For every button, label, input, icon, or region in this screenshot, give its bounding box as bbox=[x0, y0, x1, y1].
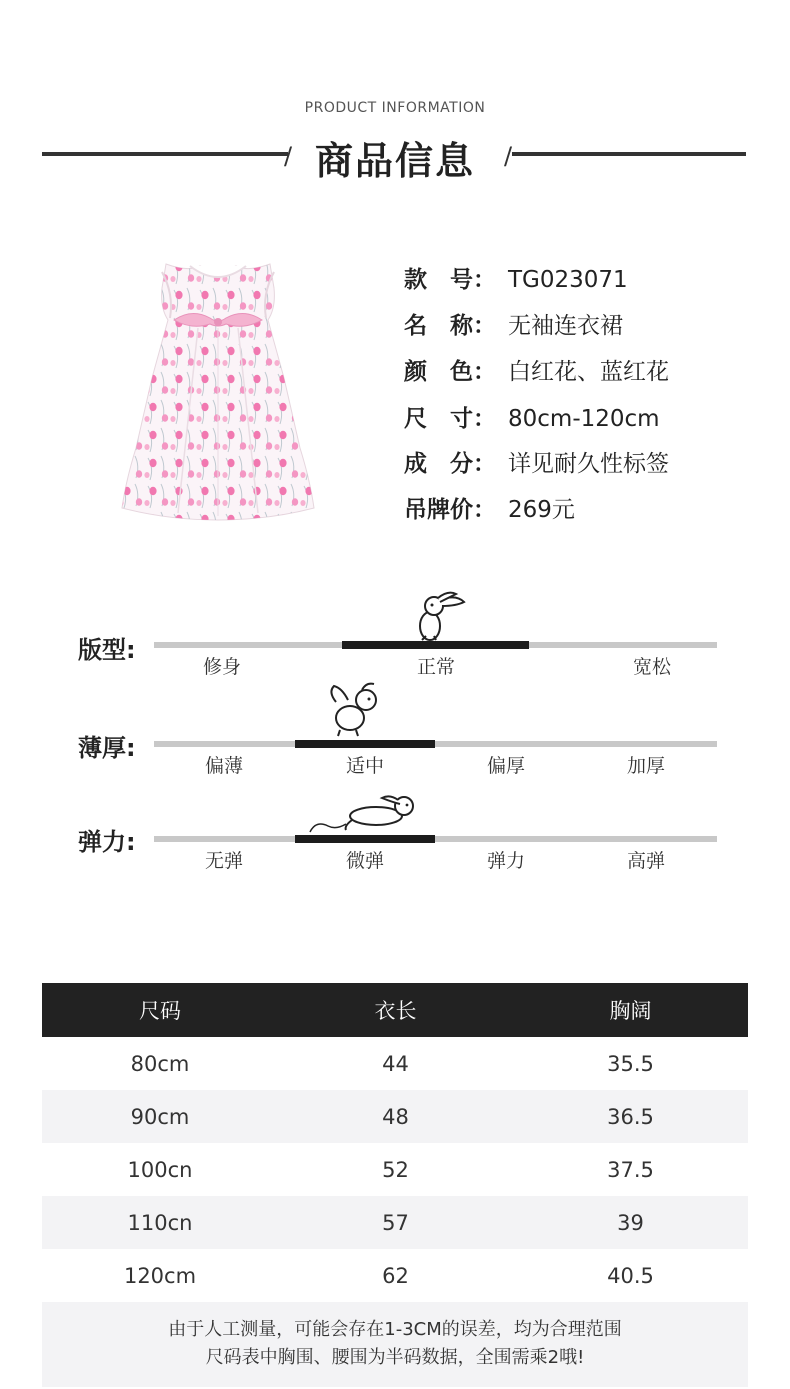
header-slash-right: / bbox=[504, 142, 513, 170]
info-value: 白红花、蓝红花 bbox=[508, 359, 669, 385]
table-cell: 62 bbox=[382, 1263, 409, 1288]
table-cell: 90cm bbox=[130, 1104, 190, 1129]
thickness-track bbox=[154, 741, 717, 747]
fit-option-slim: 修身 bbox=[202, 656, 241, 678]
rabbit-icon bbox=[306, 792, 422, 840]
product-image bbox=[118, 258, 318, 526]
fit-label: 版型: bbox=[78, 636, 136, 664]
info-tag-price bbox=[404, 490, 575, 530]
rabbit-icon bbox=[326, 680, 386, 742]
info-value: TG023071 bbox=[508, 267, 628, 293]
elasticity-track bbox=[154, 836, 717, 842]
table-cell: 52 bbox=[382, 1157, 409, 1182]
table-row bbox=[42, 1143, 748, 1196]
thickness-option-medium: 适中 bbox=[345, 755, 384, 777]
table-cell: 39 bbox=[617, 1210, 644, 1235]
info-color bbox=[404, 352, 669, 392]
info-key: 吊牌价： bbox=[404, 497, 496, 523]
table-row bbox=[42, 1090, 748, 1143]
table-cell: 35.5 bbox=[607, 1051, 654, 1076]
table-cell: 44 bbox=[382, 1051, 409, 1076]
header-cell: 尺码 bbox=[139, 999, 181, 1023]
info-key: 成 分： bbox=[404, 451, 496, 477]
info-key: 颜 色： bbox=[404, 359, 496, 385]
elasticity-option-high: 高弹 bbox=[626, 850, 665, 872]
elasticity-option-elastic: 弹力 bbox=[486, 850, 525, 872]
table-row bbox=[42, 1037, 748, 1090]
table-cell: 37.5 bbox=[607, 1157, 654, 1182]
table-cell: 48 bbox=[382, 1104, 409, 1129]
table-cell: 100cn bbox=[127, 1157, 193, 1182]
info-key: 尺 寸： bbox=[404, 406, 496, 432]
info-name bbox=[404, 306, 623, 346]
table-cell: 110cn bbox=[127, 1210, 193, 1235]
rabbit-icon bbox=[412, 590, 468, 648]
measurement-note bbox=[42, 1302, 748, 1387]
table-cell: 80cm bbox=[130, 1051, 190, 1076]
size-table bbox=[42, 983, 748, 1387]
note-line: 由于人工测量，可能会存在1-3CM的误差，均为合理范围 bbox=[168, 1319, 622, 1340]
thickness-option-thick: 偏厚 bbox=[486, 755, 525, 777]
table-cell: 40.5 bbox=[607, 1263, 654, 1288]
note-line: 尺码表中胸围、腰围为半码数据，全围需乘2哦! bbox=[205, 1347, 585, 1368]
fit-option-loose: 宽松 bbox=[632, 656, 671, 678]
info-value: 详见耐久性标签 bbox=[508, 451, 669, 477]
info-value: 269元 bbox=[508, 497, 575, 523]
elasticity-option-slight: 微弹 bbox=[345, 850, 384, 872]
info-value: 无袖连衣裙 bbox=[508, 313, 623, 339]
thickness-option-extra-thick: 加厚 bbox=[626, 755, 665, 777]
info-size bbox=[404, 399, 660, 439]
table-row bbox=[42, 1249, 748, 1302]
info-composition bbox=[404, 444, 669, 484]
elasticity-label: 弹力: bbox=[78, 828, 136, 856]
header-rule-right bbox=[512, 152, 746, 156]
table-cell: 120cm bbox=[123, 1263, 197, 1288]
info-key: 名 称： bbox=[404, 313, 496, 339]
info-value: 80cm-120cm bbox=[508, 406, 660, 432]
thickness-option-thin: 偏薄 bbox=[204, 755, 243, 777]
table-row bbox=[42, 1196, 748, 1249]
info-style-number bbox=[404, 260, 628, 300]
table-cell: 36.5 bbox=[607, 1104, 654, 1129]
fit-option-normal: 正常 bbox=[416, 656, 455, 678]
page-title: 商品信息 bbox=[314, 139, 475, 183]
header-cell: 衣长 bbox=[374, 999, 417, 1023]
elasticity-option-none: 无弹 bbox=[204, 850, 243, 872]
info-key: 款 号： bbox=[404, 267, 496, 293]
header-subtitle: PRODUCT INFORMATION bbox=[304, 100, 486, 116]
table-header bbox=[42, 983, 748, 1037]
table-cell: 57 bbox=[382, 1210, 409, 1235]
thickness-label: 薄厚: bbox=[78, 734, 136, 762]
header-slash-left: / bbox=[284, 142, 293, 170]
header-cell: 胸阔 bbox=[609, 999, 652, 1023]
